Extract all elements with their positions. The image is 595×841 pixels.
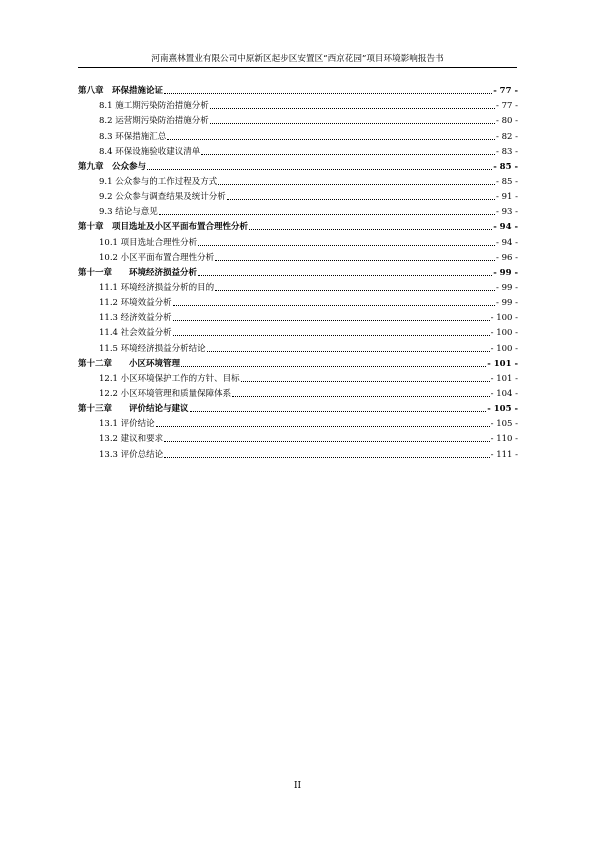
toc-entry-page: - 100 - — [490, 343, 518, 354]
toc-entry-title: 9.1 公众参与的工作过程及方式 — [99, 176, 218, 187]
toc-entry-title: 13.1 评价结论 — [99, 419, 155, 430]
toc-entry-title: 10.1 项目选址合理性分析 — [99, 237, 198, 248]
toc-section-entry[interactable] — [78, 445, 518, 460]
toc-leader-dots — [164, 457, 489, 458]
page-header: 河南熹林置业有限公司中原新区起步区安置区“西京花园”项目环境影响报告书 — [151, 54, 444, 64]
toc-leader-dots — [241, 381, 490, 382]
toc-entry-page: - 105 - — [487, 404, 518, 415]
toc-entry-title: 8.2 运营期污染防治措施分析 — [99, 116, 209, 127]
table-of-contents — [78, 82, 518, 461]
toc-leader-dots — [156, 426, 490, 427]
toc-entry-title: 第九章 公众参与 — [78, 161, 147, 172]
toc-entry-page: - 80 - — [496, 116, 518, 127]
toc-section-entry[interactable] — [78, 385, 518, 400]
toc-entry-page: - 77 - — [493, 86, 518, 97]
toc-section-entry[interactable] — [78, 97, 518, 112]
toc-chapter-entry[interactable] — [78, 158, 518, 173]
toc-leader-dots — [198, 275, 492, 276]
toc-leader-dots — [215, 290, 495, 291]
toc-section-entry[interactable] — [78, 112, 518, 127]
toc-entry-title: 第十三章 评价结论与建议 — [78, 404, 189, 415]
toc-leader-dots — [232, 396, 489, 397]
toc-leader-dots — [210, 108, 495, 109]
toc-entry-page: - 99 - — [496, 298, 518, 309]
toc-entry-title: 11.5 环境经济损益分析结论 — [99, 343, 206, 354]
toc-entry-title: 第十一章 环境经济损益分析 — [78, 267, 198, 278]
toc-leader-dots — [159, 214, 495, 215]
toc-entry-page: - 94 - — [496, 237, 518, 248]
toc-entry-title: 11.3 经济效益分析 — [99, 313, 172, 324]
toc-entry-title: 第八章 环保措施论证 — [78, 86, 164, 97]
toc-leader-dots — [167, 139, 495, 140]
toc-section-entry[interactable] — [78, 279, 518, 294]
toc-section-entry[interactable] — [78, 415, 518, 430]
toc-entry-page: - 82 - — [496, 131, 518, 142]
toc-section-entry[interactable] — [78, 370, 518, 385]
toc-leader-dots — [173, 335, 490, 336]
toc-leader-dots — [210, 123, 495, 124]
toc-entry-title: 8.1 施工期污染防治措施分析 — [99, 101, 209, 112]
toc-section-entry[interactable] — [78, 324, 518, 339]
toc-entry-title: 13.2 建议和要求 — [99, 434, 164, 445]
toc-chapter-entry[interactable] — [78, 400, 518, 415]
toc-entry-page: - 91 - — [496, 192, 518, 203]
toc-leader-dots — [147, 169, 492, 170]
toc-entry-title: 10.2 小区平面布置合理性分析 — [99, 252, 215, 263]
toc-chapter-entry[interactable] — [78, 218, 518, 233]
toc-entry-title: 13.3 评价总结论 — [99, 449, 164, 460]
toc-entry-page: - 85 - — [493, 161, 518, 172]
toc-section-entry[interactable] — [78, 430, 518, 445]
toc-entry-page: - 94 - — [493, 222, 518, 233]
toc-section-entry[interactable] — [78, 127, 518, 142]
toc-entry-title: 11.1 环境经济损益分析的目的 — [99, 282, 215, 293]
toc-leader-dots — [190, 411, 487, 412]
toc-entry-page: - 101 - — [487, 358, 518, 369]
toc-leader-dots — [173, 305, 495, 306]
toc-section-entry[interactable] — [78, 188, 518, 203]
toc-entry-title: 11.2 环境效益分析 — [99, 298, 172, 309]
toc-section-entry[interactable] — [78, 203, 518, 218]
toc-entry-title: 12.2 小区环境管理和质量保障体系 — [99, 388, 232, 399]
toc-entry-title: 第十二章 小区环境管理 — [78, 358, 181, 369]
toc-leader-dots — [218, 184, 495, 185]
toc-leader-dots — [215, 260, 495, 261]
toc-leader-dots — [207, 351, 490, 352]
toc-section-entry[interactable] — [78, 173, 518, 188]
toc-entry-page: - 99 - — [493, 267, 518, 278]
toc-entry-title: 8.3 环保措施汇总 — [99, 131, 167, 142]
toc-entry-page: - 101 - — [490, 373, 518, 384]
toc-leader-dots — [249, 229, 492, 230]
header-rule — [78, 67, 517, 68]
toc-entry-page: - 100 - — [490, 313, 518, 324]
toc-entry-page: - 100 - — [490, 328, 518, 339]
toc-chapter-entry[interactable] — [78, 264, 518, 279]
toc-entry-title: 12.1 小区环境保护工作的方针、目标 — [99, 373, 240, 384]
toc-section-entry[interactable] — [78, 309, 518, 324]
toc-entry-page: - 111 - — [490, 449, 518, 460]
toc-entry-title: 9.2 公众参与调查结果及统计分析 — [99, 192, 226, 203]
toc-leader-dots — [201, 154, 495, 155]
toc-leader-dots — [198, 245, 495, 246]
toc-entry-page: - 85 - — [496, 176, 518, 187]
toc-chapter-entry[interactable] — [78, 82, 518, 97]
toc-entry-page: - 99 - — [496, 282, 518, 293]
toc-section-entry[interactable] — [78, 143, 518, 158]
toc-leader-dots — [164, 93, 492, 94]
toc-entry-page: - 105 - — [490, 419, 518, 430]
toc-entry-page: - 96 - — [496, 252, 518, 263]
toc-chapter-entry[interactable] — [78, 355, 518, 370]
toc-entry-title: 11.4 社会效益分析 — [99, 328, 172, 339]
toc-section-entry[interactable] — [78, 294, 518, 309]
toc-section-entry[interactable] — [78, 249, 518, 264]
toc-entry-title: 8.4 环保设施验收建议清单 — [99, 146, 201, 157]
toc-entry-page: - 93 - — [496, 207, 518, 218]
toc-leader-dots — [164, 441, 489, 442]
toc-leader-dots — [181, 366, 486, 367]
toc-entry-page: - 77 - — [496, 101, 518, 112]
toc-leader-dots — [173, 320, 490, 321]
toc-entry-title: 第十章 项目选址及小区平面布置合理性分析 — [78, 222, 249, 233]
toc-entry-page: - 104 - — [490, 388, 518, 399]
toc-entry-title: 9.3 结论与意见 — [99, 207, 158, 218]
page-number: II — [293, 781, 302, 791]
toc-section-entry[interactable] — [78, 233, 518, 248]
toc-leader-dots — [227, 199, 495, 200]
toc-entry-page: - 83 - — [496, 146, 518, 157]
toc-section-entry[interactable] — [78, 339, 518, 354]
toc-entry-page: - 110 - — [490, 434, 518, 445]
